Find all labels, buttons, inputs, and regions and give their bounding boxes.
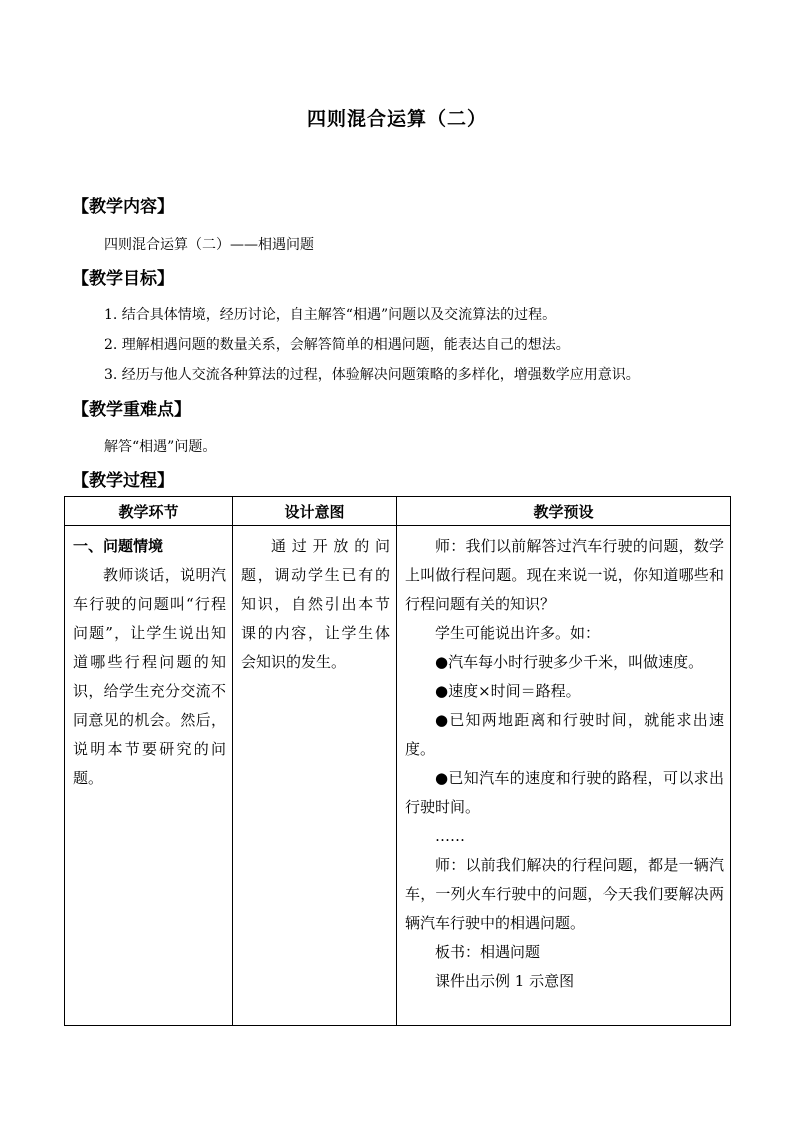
preset-cell [397,526,731,1026]
heading-teaching-objectives: 【教学目标】 [72,269,174,289]
intent-cell [233,526,397,1026]
table-header-row [65,497,731,526]
preset-line: 学生可能说出许多。如： [435,624,601,642]
objective-item-2: 2. 理解相遇问题的数量关系，会解答简单的相遇问题，能表达自己的想法。 [104,337,570,353]
table-row [65,526,731,1026]
preset-line: ●已知汽车的速度和行驶的路程，可以求出行驶时间。 [405,769,724,816]
teaching-content-text: 四则混合运算（二）——相遇问题 [104,237,314,253]
preset-line: 板书：相遇问题 [435,943,541,961]
intent-text: 通过开放的问题，调动学生已有的知识，自然引出本节课的内容，让学生体会知识的发生。 [241,537,390,671]
preset-line: ●速度×时间＝路程。 [435,682,581,700]
header-design-intent: 设计意图 [233,497,397,526]
objective-item-1: 1. 结合具体情境，经历讨论，自主解答“相遇”问题以及交流算法的过程。 [104,307,557,323]
heading-teaching-content: 【教学内容】 [72,197,174,217]
preset-line: …… [435,827,465,845]
preset-line: 师：我们以前解答过汽车行驶的问题，数学上叫做行程问题。现在来说一说，你知道哪些和行程问题有关的知识？ [405,537,724,613]
stage-title: 一、问题情境 [73,537,164,555]
preset-line: 课件出示例 1 示意图 [435,972,575,990]
heading-key-points: 【教学重难点】 [72,400,191,420]
header-teaching-preset: 教学预设 [397,497,731,526]
preset-line: ●已知两地距离和行驶时间，就能求出速度。 [405,711,724,758]
teaching-process-table [64,496,731,1026]
header-teaching-stage: 教学环节 [65,497,233,526]
key-points-text: 解答“相遇”问题。 [104,439,217,455]
page-title: 四则混合运算（二） [306,108,487,130]
heading-teaching-process: 【教学过程】 [72,471,174,491]
stage-text: 教师谈话，说明汽车行驶的问题叫“行程问题”，让学生说出知道哪些行程问题的知识，给学生充分交流不同意见的机会。然后，说明本节要研究的问题。 [73,566,226,787]
preset-line: ●汽车每小时行驶多少千米，叫做速度。 [435,653,704,671]
objective-item-3: 3. 经历与他人交流各种算法的过程，体验解决问题策略的多样化，增强数学应用意识。 [104,367,640,383]
stage-cell [65,526,233,1026]
preset-line: 师：以前我们解决的行程问题，都是一辆汽车，一列火车行驶中的问题，今天我们要解决两辆汽车行驶中的相遇问题。 [405,856,724,932]
